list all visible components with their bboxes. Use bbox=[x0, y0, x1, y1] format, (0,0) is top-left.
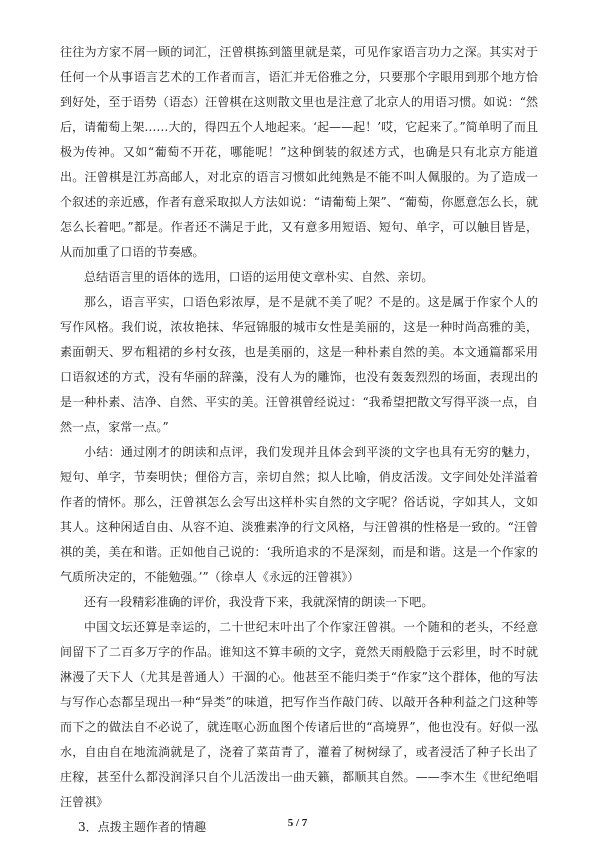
paragraph-4: 小结：通过刚才的朗读和点评，我们发现并且体会到平淡的文字也具有无穷的魅力，短句、单字，节奏明快；俚俗方言，亲切自然；拟人比喻，俏皮活泼。文字间处处洋溢着作者的情怀。那么，汪曾祺怎么会写出这样朴实自然的文字呢？俗话说，字如其人，文如其人。这种闲适自由、从容不迫、淡雅素净的行文风格，与汪曾祺的性格是一致的。“汪曾祺的美，美在和谐。正如他自己说的：‘我所追求的不是深刻，而是和谐。这是一个作家的气质所决定的，不能勉强。’”（徐卓人《永远的汪曾祺》） bbox=[60, 445, 538, 584]
document-body bbox=[60, 40, 538, 840]
page-number: 5 / 7 bbox=[287, 817, 308, 829]
paragraph-5: 还有一段精彩准确的评价，我没背下来，我就深情的朗读一下吧。 bbox=[84, 595, 434, 609]
paragraph-2: 总结语言里的语体的选用，口语的运用使文章朴实、自然、亲切。 bbox=[84, 270, 434, 284]
paragraph-1: 往往为方家不屑一顾的词汇，汪曾棋拣到篮里就是菜，可见作家语言功力之深。其实对于任何一个从事语言艺术的工作者而言，语汇并无俗雅之分，只要那个字眼用到那个地方恰到好处，至于语势（语态）汪曾棋在这则散文里也是注意了北京人的用语习惯。如说：“然后，请葡萄上架……大的，得四五个人地起来。‘起——起！’哎，它起来了。”简单明了而且极为传神。又如“葡萄不开花，哪能呢！”这种倒装的叙述方式，也确是只有北京方能道出。汪曾棋是江苏高邮人，对北京的语言习惯如此纯熟是不能不叫人佩服的。为了造成一个叙述的亲近感，作者有意采取拟人方法如说：“请葡萄上架”、“葡萄，你愿意怎么长，就怎么长着吧。”都是。作者还不满足于此，又有意多用短语、短句、单字，可以触目皆是，从而加重了口语的节奏感。 bbox=[60, 45, 538, 259]
section-heading: 3．点拨主题作者的情趣 bbox=[78, 820, 207, 834]
paragraph-3: 那么，语言平实，口语色彩浓厚，是不是就不美了呢？不是的。这是属于作家个人的写作风格。我们说，浓妆艳抹、华冠锦服的城市女性是美丽的，这是一种时尚高雅的美，素面朝天、罗布粗裙的乡村女孩，也是美丽的，这是一种朴素自然的美。本文通篇都采用口语叙述的方式，没有华丽的辞藻，没有人为的雕饰，也没有轰轰烈烈的场面，表现出的是一种朴素、洁净、自然、平实的美。汪曾祺曾经说过：“我希望把散文写得平淡一点，自然一点，家常一点。” bbox=[60, 295, 538, 434]
paragraph-6: 中国文坛还算是幸运的，二十世纪末叶出了个作家汪曾祺。一个随和的老头，不经意间留下了二百多万字的作品。谁知这不算丰硕的文字，竟然天雨般隐于云彩里，时不时就淋漫了天下人（尤其是普通人）干涸的心。他甚至不能归类于“作家”这个群体，他的写法与写作心态都呈现出一种“异类”的味道，把写作当作敲门砖、以敲开各种利益之门这种等而下之的做法自不必说了，就连呕心沥血图个传诸后世的“高境界”，他也没有。好似一泓水，自由自在地流淌就是了，浇着了菜苗青了，灌着了树树绿了，或者浸活了种子长出了庄稼，甚至什么都没润泽只自个儿活泼出一曲天籁，都顺其自然。——李木生《世纪绝唱汪曾祺》 bbox=[60, 620, 538, 809]
